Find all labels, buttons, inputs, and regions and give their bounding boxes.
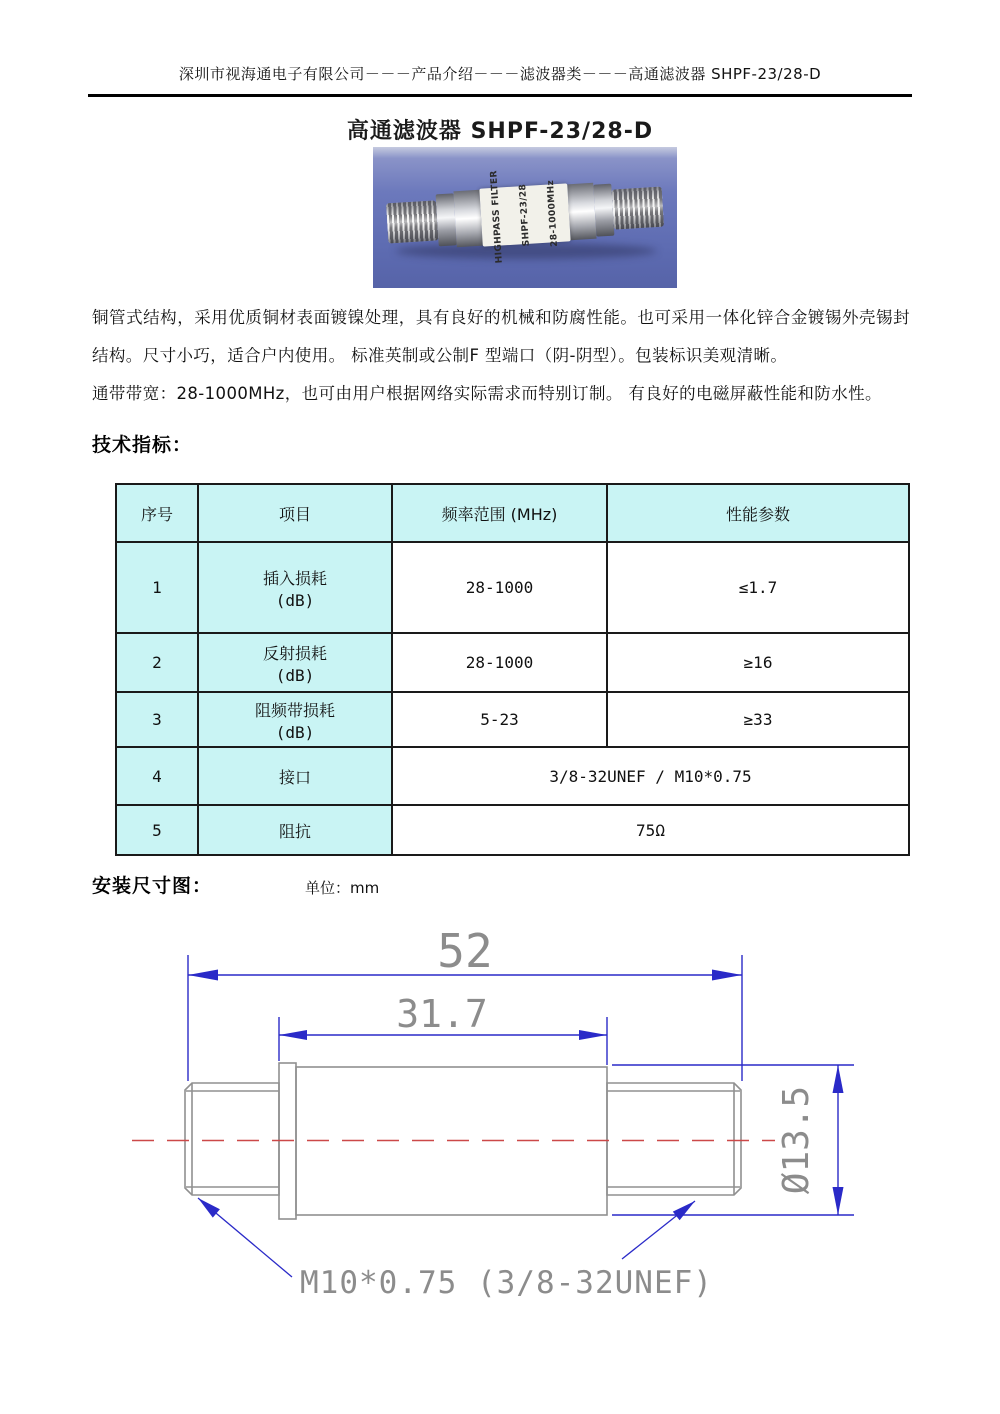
dimension-31-7-text: 31.7 [396, 992, 488, 1036]
item-unit: (dB) [275, 722, 315, 742]
cell-range: 28-1000 [392, 633, 607, 692]
device-label-line: HIGHPASS FILTER [489, 169, 505, 264]
cell-item: 阻抗 [198, 805, 392, 855]
col-header-no: 序号 [116, 484, 198, 542]
cell-no: 2 [116, 633, 198, 692]
item-unit: (dB) [275, 665, 315, 685]
cell-item [198, 692, 392, 747]
description-paragraph-1: 铜管式结构，采用优质铜材表面镀镍处理，具有良好的机械和防腐性能。也可采用一体化锌合金镀锡外壳锡封结构。尺寸小巧，适合户内使用。 标准英制或公制F 型端口（阴-阴型）。包装标识美观清晰。 [92, 308, 910, 365]
specs-heading: 技术指标： [92, 434, 193, 456]
device-label [479, 169, 570, 264]
cell-item [198, 633, 392, 692]
description-paragraph-2: 通带带宽：28-1000MHz，也可由用户根据网络实际需求而特别订制。 有良好的电磁屏蔽性能和防水性。 [92, 384, 882, 403]
table-header-row [116, 484, 909, 542]
left-thread-connector [386, 200, 438, 243]
cell-value: ≥33 [607, 692, 909, 747]
right-barrel [567, 183, 596, 240]
col-header-param: 性能参数 [607, 484, 909, 542]
item-name: 插入损耗 [262, 568, 327, 588]
table-row [116, 805, 909, 855]
item-name: 阻频带损耗 [254, 700, 335, 720]
dimension-diameter-text: Ø13.5 [776, 1085, 817, 1195]
cell-merged-value: 75Ω [392, 805, 909, 855]
cell-no: 1 [116, 542, 198, 633]
breadcrumb: 深圳市视海通电子有限公司－－－产品介绍－－－滤波器类－－－高通滤波器 SHPF-23/28-D [178, 65, 822, 83]
col-header-range: 频率范围 (MHz) [392, 484, 607, 542]
device-label-line: SHPF-23/28 [518, 183, 532, 247]
table-row [116, 747, 909, 805]
cell-value: ≥16 [607, 633, 909, 692]
cell-item [198, 542, 392, 633]
spec-table [115, 483, 910, 856]
table-row [116, 692, 909, 747]
table-row [116, 633, 909, 692]
left-barrel [453, 190, 482, 247]
table-row [116, 542, 909, 633]
page-title: 高通滤波器 SHPF-23/28-D [346, 119, 654, 144]
col-header-item: 项目 [198, 484, 392, 542]
cell-no: 4 [116, 747, 198, 805]
device-label-line: 28-1000MHz [546, 179, 561, 248]
item-unit: (dB) [275, 590, 315, 610]
cell-range: 5-23 [392, 692, 607, 747]
dimension-drawing [120, 915, 880, 1310]
right-thread-connector [612, 187, 664, 230]
unit-label: 单位：mm [305, 879, 380, 897]
cell-no: 3 [116, 692, 198, 747]
cell-merged-value: 3/8-32UNEF / M10*0.75 [392, 747, 909, 805]
cell-no: 5 [116, 805, 198, 855]
product-photo [373, 147, 677, 288]
cell-item: 接口 [198, 747, 392, 805]
cell-range: 28-1000 [392, 542, 607, 633]
item-name: 反射损耗 [262, 643, 327, 663]
cell-value: ≤1.7 [607, 542, 909, 633]
filter-device [385, 169, 664, 264]
dimension-52-text: 52 [437, 924, 493, 978]
header-divider [88, 94, 912, 97]
thread-spec-text: M10*0.75 (3/8-32UNEF) [300, 1265, 713, 1301]
installation-heading: 安装尺寸图： [92, 875, 213, 897]
